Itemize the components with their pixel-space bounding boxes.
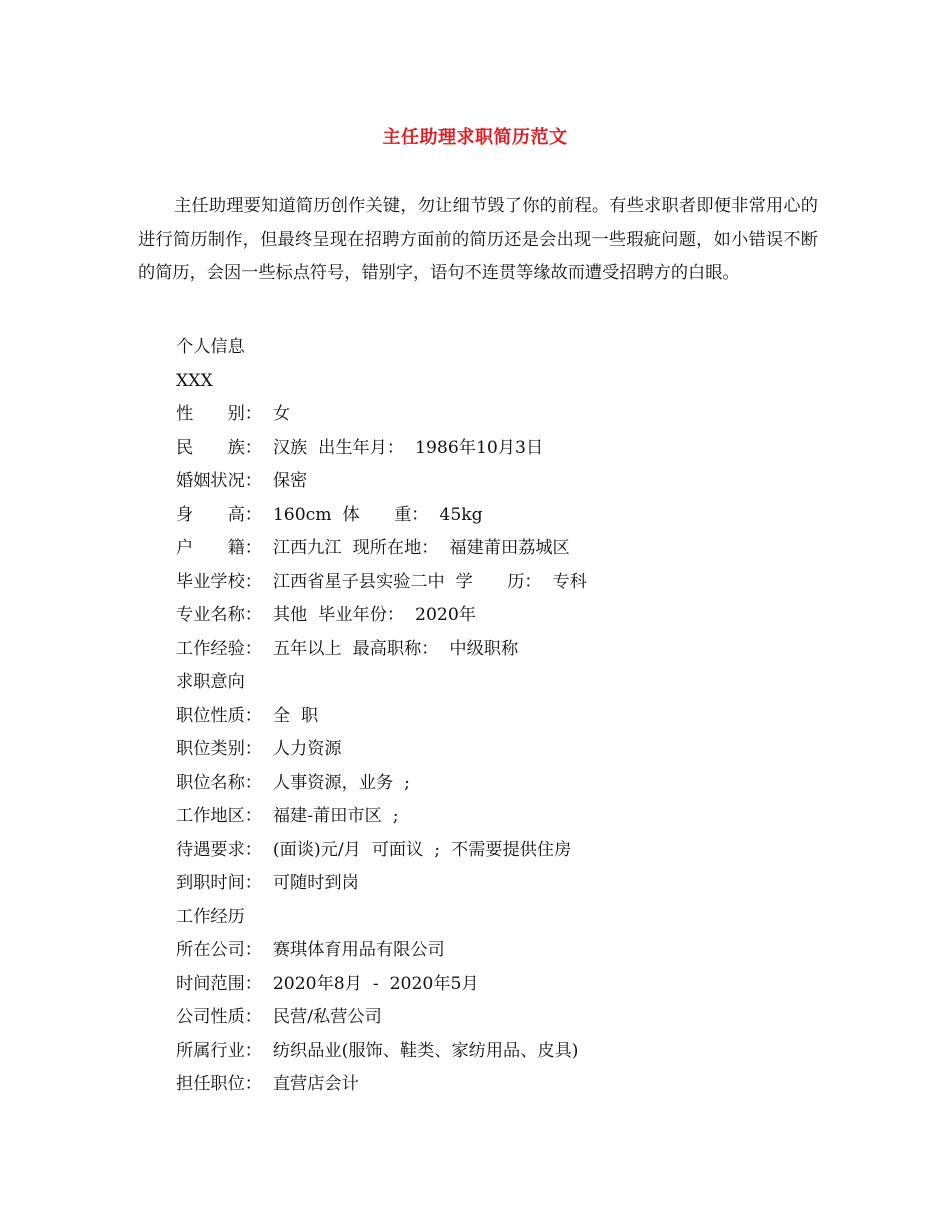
name-line: XXX (176, 370, 213, 391)
company-type-line: 公司性质： 民营/私营公司 (176, 1007, 382, 1027)
hometown-location-line: 户 籍： 江西九江 现所在地： 福建莆田荔城区 (176, 538, 570, 558)
company-line: 所在公司： 赛琪体育用品有限公司 (176, 940, 445, 960)
position-line: 担任职位： 直营店会计 (176, 1074, 359, 1094)
salary-line: 待遇要求： (面谈)元/月 可面议 ; 不需要提供住房 (176, 839, 572, 860)
experience-title-line: 工作经验： 五年以上 最高职称： 中级职称 (176, 638, 519, 659)
time-range-line: 时间范围： 2020年8月 - 2020年5月 (176, 973, 479, 994)
ethnicity-birthdate-line: 民 族： 汉族 出生年月： 1986年10月3日 (176, 437, 544, 458)
job-title-line: 职位名称： 人事资源，业务 ; (176, 772, 410, 793)
document-title: 主任助理求职简历范文 (382, 127, 568, 148)
gender-line: 性 别： 女 (176, 404, 291, 424)
height-weight-line: 身 高： 160cm 体 重： 45kg (176, 504, 483, 525)
intro-paragraph: 主任助理要知道简历创作关键，勿让细节毁了你的前程。有些求职者即便非常用心的进行简历制作，但最终呈现在招聘方面前的简历还是会出现一些瑕疵问题，如小错误不断的简历，会因一些标点符号，错别字，语句不连贯等缘故而遭受招聘方的白眼。 (138, 196, 818, 284)
marital-status-line: 婚姻状况： 保密 (176, 471, 308, 491)
major-graduation-line: 专业名称： 其他 毕业年份： 2020年 (176, 605, 476, 625)
work-area-line: 工作地区： 福建-莆田市区 ; (176, 806, 399, 826)
section-heading-work-history: 工作经历 (176, 906, 245, 927)
section-heading-personal-info: 个人信息 (176, 337, 245, 357)
section-heading-job-intention: 求职意向 (176, 672, 245, 692)
start-time-line: 到职时间： 可随时到岗 (176, 873, 359, 893)
resume-content (176, 331, 836, 1102)
school-education-line: 毕业学校： 江西省星子县实验二中 学 历： 专科 (176, 571, 587, 592)
industry-line: 所属行业： 纺织品业(服饰、鞋类、家纺用品、皮具) (176, 1040, 579, 1061)
job-nature-line: 职位性质： 全 职 (176, 705, 319, 726)
job-category-line: 职位类别： 人力资源 (176, 739, 342, 759)
